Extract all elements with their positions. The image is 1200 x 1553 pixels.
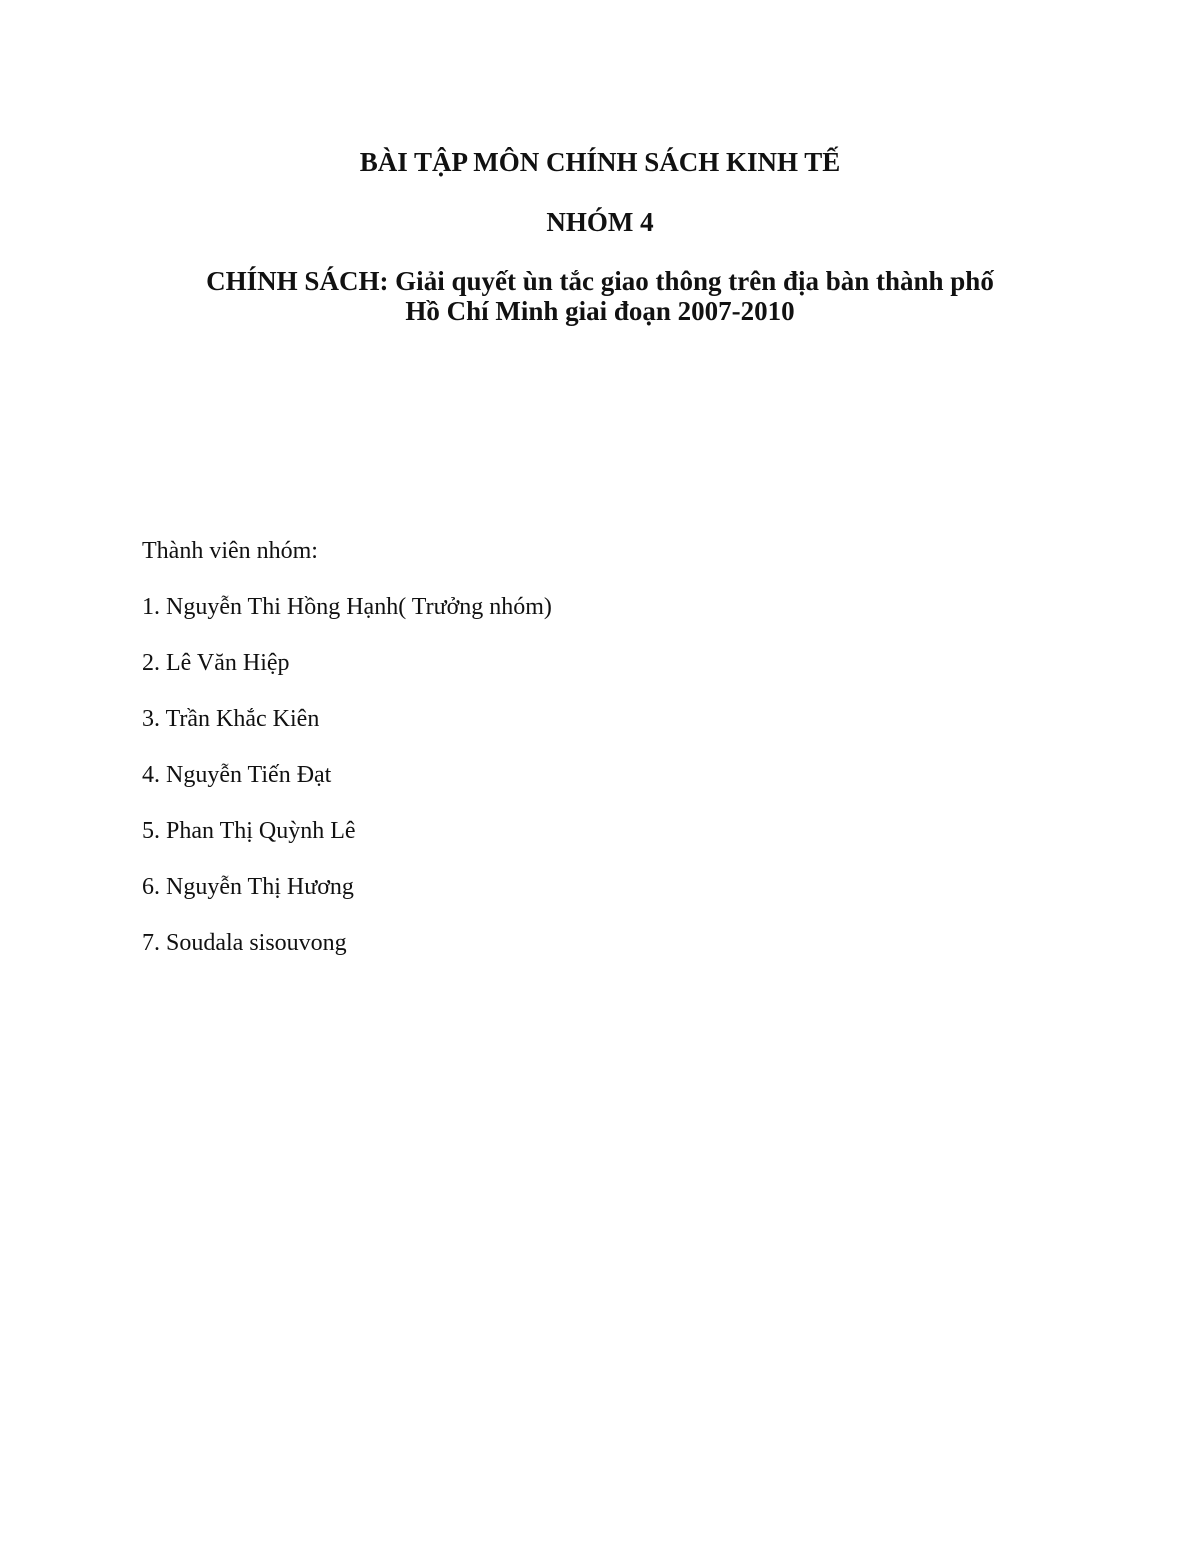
members-heading: Thành viên nhóm: (142, 538, 318, 564)
member-list (142, 536, 552, 984)
document-title: BÀI TẬP MÔN CHÍNH SÁCH KINH TẾ (359, 147, 841, 177)
member-item: 6. Nguyễn Thị Hương (142, 874, 354, 900)
member-item: 2. Lê Văn Hiệp (142, 650, 290, 676)
member-item: 7. Soudala sisouvong (142, 930, 347, 956)
policy-title (120, 266, 1080, 326)
group-title: NHÓM 4 (546, 207, 654, 237)
member-item: 1. Nguyễn Thi Hồng Hạnh( Trưởng nhóm) (142, 594, 552, 620)
member-item: 5. Phan Thị Quỳnh Lê (142, 818, 356, 844)
member-item: 3. Trần Khắc Kiên (142, 706, 320, 732)
member-item: 4. Nguyễn Tiến Đạt (142, 762, 332, 788)
policy-title-line-2: Hồ Chí Minh giai đoạn 2007-2010 (405, 296, 795, 326)
policy-title-line-1: CHÍNH SÁCH: Giải quyết ùn tắc giao thông trên địa bàn thành phố (206, 266, 994, 296)
